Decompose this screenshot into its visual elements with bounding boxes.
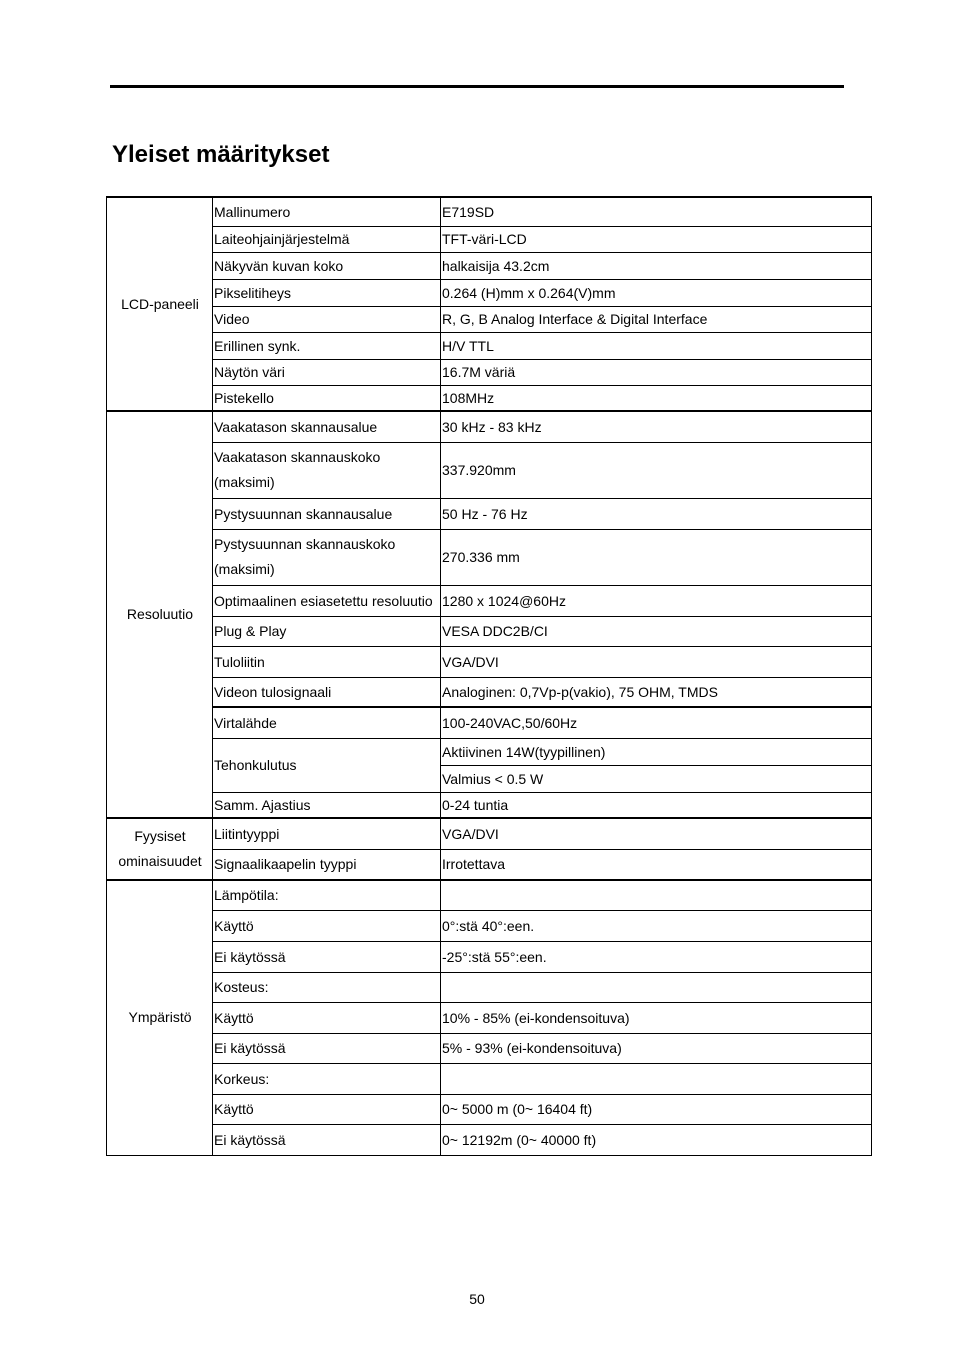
table-row	[107, 411, 872, 442]
spec-label: Pystysuunnan skannausalue	[213, 498, 441, 529]
page-number: 50	[469, 1291, 485, 1307]
spec-value: VGA/DVI	[441, 818, 872, 849]
spec-label: Laiteohjainjärjestelmä	[213, 226, 441, 252]
spec-value: halkaisija 43.2cm	[441, 252, 872, 279]
table-row	[107, 252, 872, 279]
table-row	[107, 849, 872, 880]
group-physical: Fyysiset ominaisuudet	[107, 818, 213, 880]
spec-label: Plug & Play	[213, 616, 441, 646]
spec-label: Näytön väri	[213, 359, 441, 385]
table-row	[107, 707, 872, 738]
spec-label: Video	[213, 306, 441, 332]
spec-value: 0-24 tuntia	[441, 792, 872, 818]
spec-label: Käyttö	[213, 1094, 441, 1124]
spec-value: R, G, B Analog Interface & Digital Interface	[441, 306, 872, 332]
table-row	[107, 529, 872, 585]
spec-label: Lämpötila:	[213, 880, 441, 910]
spec-value: Irrotettava	[441, 849, 872, 880]
spec-value: 30 kHz - 83 kHz	[441, 411, 872, 442]
spec-label: Kosteus:	[213, 972, 441, 1002]
spec-value: 108MHz	[441, 385, 872, 411]
table-row	[107, 1002, 872, 1033]
spec-value: H/V TTL	[441, 332, 872, 359]
spec-label: Tehonkulutus	[213, 738, 441, 792]
spec-value: 0°:stä 40°:een.	[441, 910, 872, 941]
table-row	[107, 818, 872, 849]
spec-label: Signaalikaapelin tyyppi	[213, 849, 441, 880]
spec-label: Pikselitiheys	[213, 279, 441, 306]
spec-value: 0.264 (H)mm x 0.264(V)mm	[441, 279, 872, 306]
table-row	[107, 941, 872, 972]
spec-label: Korkeus:	[213, 1063, 441, 1094]
table-row	[107, 585, 872, 616]
spec-value: 10% - 85% (ei-kondensoituva)	[441, 1002, 872, 1033]
table-row	[107, 738, 872, 765]
page-title: Yleiset määritykset	[112, 141, 330, 168]
spec-label: Optimaalinen esiasetettu resoluutio	[213, 585, 441, 616]
group-lcd-panel: LCD-paneeli	[107, 197, 213, 411]
spec-value: 0~ 5000 m (0~ 16404 ft)	[441, 1094, 872, 1124]
spec-label: Mallinumero	[213, 197, 441, 226]
spec-table	[106, 196, 872, 1156]
spec-value	[441, 1063, 872, 1094]
table-row	[107, 306, 872, 332]
spec-label: Vaakatason skannauskoko (maksimi)	[213, 442, 441, 498]
table-row	[107, 498, 872, 529]
spec-value: VESA DDC2B/CI	[441, 616, 872, 646]
table-row	[107, 332, 872, 359]
table-row	[107, 1124, 872, 1155]
table-row	[107, 910, 872, 941]
table-row	[107, 616, 872, 646]
spec-label: Virtalähde	[213, 707, 441, 738]
spec-value: VGA/DVI	[441, 646, 872, 677]
spec-value: TFT-väri-LCD	[441, 226, 872, 252]
spec-value: 50 Hz - 76 Hz	[441, 498, 872, 529]
table-row	[107, 279, 872, 306]
table-row	[107, 1094, 872, 1124]
table-row	[107, 972, 872, 1002]
table-row	[107, 197, 872, 226]
spec-label: Käyttö	[213, 910, 441, 941]
spec-label: Pistekello	[213, 385, 441, 411]
spec-label: Videon tulosignaali	[213, 677, 441, 707]
spec-label: Ei käytössä	[213, 1033, 441, 1063]
group-environment: Ympäristö	[107, 880, 213, 1155]
table-row	[107, 646, 872, 677]
spec-label: Näkyvän kuvan koko	[213, 252, 441, 279]
table-row	[107, 1063, 872, 1094]
spec-value: -25°:stä 55°:een.	[441, 941, 872, 972]
spec-value: E719SD	[441, 197, 872, 226]
spec-value: 100-240VAC,50/60Hz	[441, 707, 872, 738]
group-resolution: Resoluutio	[107, 411, 213, 818]
spec-label: Liitintyyppi	[213, 818, 441, 849]
table-row	[107, 385, 872, 411]
table-row	[107, 677, 872, 707]
spec-value: Aktiivinen 14W(tyypillinen)	[441, 738, 872, 765]
table-row	[107, 880, 872, 910]
table-row	[107, 226, 872, 252]
spec-value: Analoginen: 0,7Vp-p(vakio), 75 OHM, TMDS	[441, 677, 872, 707]
spec-value: 0~ 12192m (0~ 40000 ft)	[441, 1124, 872, 1155]
header-rule	[110, 85, 844, 88]
spec-value: 5% - 93% (ei-kondensoituva)	[441, 1033, 872, 1063]
spec-value: 270.336 mm	[441, 529, 872, 585]
spec-value: Valmius < 0.5 W	[441, 765, 872, 792]
spec-value	[441, 880, 872, 910]
spec-label: Vaakatason skannausalue	[213, 411, 441, 442]
spec-label: Erillinen synk.	[213, 332, 441, 359]
spec-value	[441, 972, 872, 1002]
spec-label: Pystysuunnan skannauskoko (maksimi)	[213, 529, 441, 585]
spec-label: Samm. Ajastius	[213, 792, 441, 818]
table-row	[107, 442, 872, 498]
spec-label: Käyttö	[213, 1002, 441, 1033]
spec-value: 337.920mm	[441, 442, 872, 498]
spec-label: Tuloliitin	[213, 646, 441, 677]
spec-label: Ei käytössä	[213, 1124, 441, 1155]
table-row	[107, 792, 872, 818]
spec-label: Ei käytössä	[213, 941, 441, 972]
table-row	[107, 359, 872, 385]
table-row	[107, 1033, 872, 1063]
spec-value: 16.7M väriä	[441, 359, 872, 385]
spec-value: 1280 x 1024@60Hz	[441, 585, 872, 616]
